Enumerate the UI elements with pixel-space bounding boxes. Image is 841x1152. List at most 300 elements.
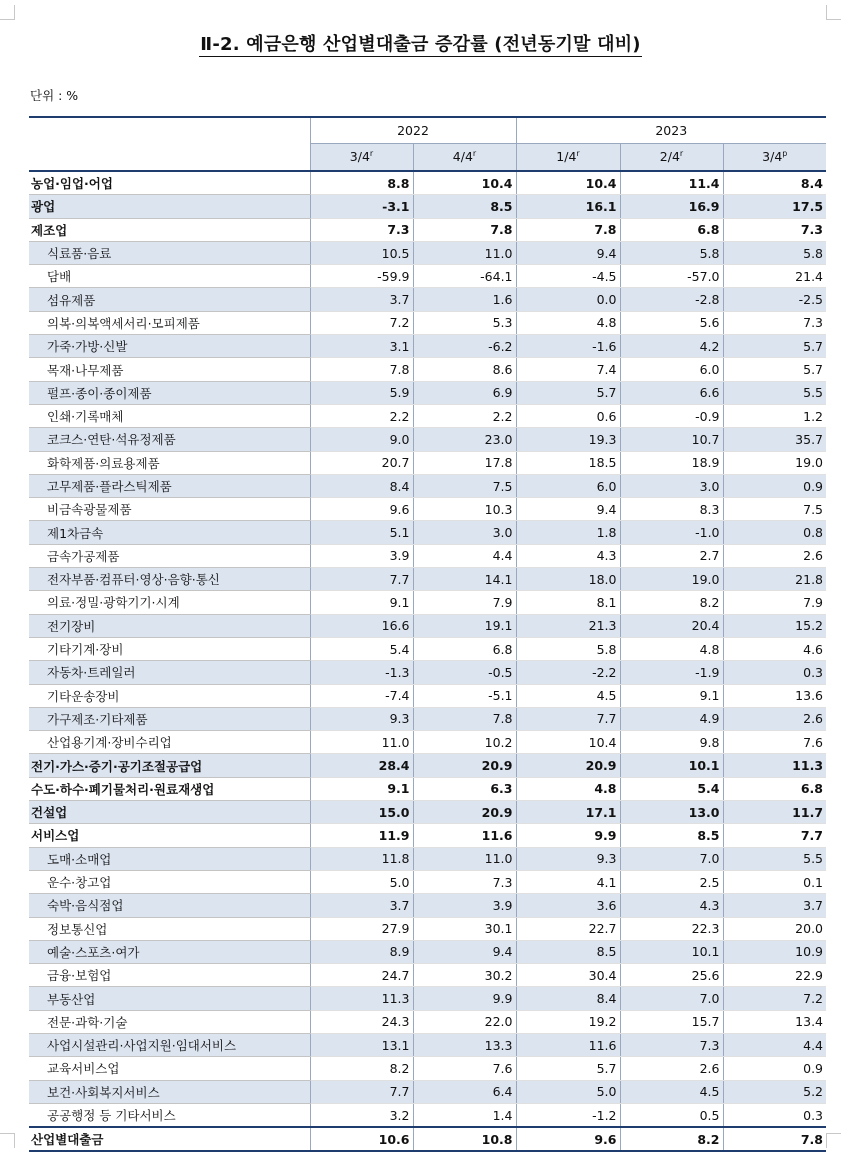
value-cell: 8.4 bbox=[310, 474, 413, 497]
value-cell: 15.0 bbox=[310, 801, 413, 824]
row-label: 자동차·트레일러 bbox=[29, 661, 310, 684]
value-cell: 19.3 bbox=[516, 428, 620, 451]
value-cell: 7.5 bbox=[723, 498, 826, 521]
row-label: 전기장비 bbox=[29, 614, 310, 637]
value-cell: 7.8 bbox=[723, 1127, 826, 1151]
value-cell: 8.2 bbox=[310, 1057, 413, 1080]
value-cell: 7.9 bbox=[413, 591, 516, 614]
value-cell: 7.3 bbox=[723, 311, 826, 334]
value-cell: 16.1 bbox=[516, 195, 620, 218]
value-cell: -59.9 bbox=[310, 265, 413, 288]
value-cell: -5.1 bbox=[413, 684, 516, 707]
table-row bbox=[29, 335, 826, 358]
row-label: 산업별대출금 bbox=[29, 1127, 310, 1151]
table-row bbox=[29, 474, 826, 497]
row-label: 고무제품·플라스틱제품 bbox=[29, 474, 310, 497]
value-cell: 5.6 bbox=[620, 311, 723, 334]
value-cell: 2.7 bbox=[620, 544, 723, 567]
value-cell: 5.8 bbox=[620, 241, 723, 264]
value-cell: -2.8 bbox=[620, 288, 723, 311]
row-label: 부동산업 bbox=[29, 987, 310, 1010]
table-row bbox=[29, 1057, 826, 1080]
value-cell: 7.9 bbox=[723, 591, 826, 614]
header-quarter-cell: 2/4$^r$ bbox=[620, 144, 723, 172]
table-row bbox=[29, 777, 826, 800]
value-cell: 11.8 bbox=[310, 847, 413, 870]
value-cell: -57.0 bbox=[620, 265, 723, 288]
header-quarter-cell: 1/4$^r$ bbox=[516, 144, 620, 172]
value-cell: 0.3 bbox=[723, 1103, 826, 1127]
value-cell: 3.0 bbox=[620, 474, 723, 497]
table-row bbox=[29, 381, 826, 404]
value-cell: -1.2 bbox=[516, 1103, 620, 1127]
value-cell: 6.9 bbox=[413, 381, 516, 404]
value-cell: 14.1 bbox=[413, 568, 516, 591]
value-cell: 11.0 bbox=[310, 731, 413, 754]
value-cell: 8.4 bbox=[723, 171, 826, 195]
value-cell: 0.8 bbox=[723, 521, 826, 544]
value-cell: 11.3 bbox=[310, 987, 413, 1010]
value-cell: 2.5 bbox=[620, 870, 723, 893]
value-cell: 7.3 bbox=[310, 218, 413, 241]
value-cell: 6.0 bbox=[516, 474, 620, 497]
value-cell: 23.0 bbox=[413, 428, 516, 451]
value-cell: 22.9 bbox=[723, 964, 826, 987]
value-cell: -1.0 bbox=[620, 521, 723, 544]
value-cell: 10.4 bbox=[516, 171, 620, 195]
value-cell: 20.4 bbox=[620, 614, 723, 637]
table-row bbox=[29, 195, 826, 218]
value-cell: 4.6 bbox=[723, 637, 826, 660]
value-cell: 18.0 bbox=[516, 568, 620, 591]
table-row bbox=[29, 870, 826, 893]
value-cell: 15.2 bbox=[723, 614, 826, 637]
table-row bbox=[29, 917, 826, 940]
value-cell: 9.4 bbox=[516, 498, 620, 521]
value-cell: 17.1 bbox=[516, 801, 620, 824]
value-cell: 9.6 bbox=[516, 1127, 620, 1151]
value-cell: 7.6 bbox=[413, 1057, 516, 1080]
table-row bbox=[29, 171, 826, 195]
value-cell: 2.6 bbox=[620, 1057, 723, 1080]
row-label: 건설업 bbox=[29, 801, 310, 824]
value-cell: 15.7 bbox=[620, 1010, 723, 1033]
row-label: 운수·창고업 bbox=[29, 870, 310, 893]
value-cell: 13.1 bbox=[310, 1033, 413, 1056]
value-cell: 7.8 bbox=[413, 707, 516, 730]
value-cell: 5.9 bbox=[310, 381, 413, 404]
value-cell: 7.8 bbox=[516, 218, 620, 241]
row-label: 광업 bbox=[29, 195, 310, 218]
row-label: 담배 bbox=[29, 265, 310, 288]
table-row bbox=[29, 731, 826, 754]
value-cell: 9.9 bbox=[413, 987, 516, 1010]
value-cell: 7.8 bbox=[310, 358, 413, 381]
value-cell: 6.8 bbox=[723, 777, 826, 800]
value-cell: 3.1 bbox=[310, 335, 413, 358]
value-cell: -64.1 bbox=[413, 265, 516, 288]
corner-mark-bottom-left bbox=[0, 1133, 15, 1148]
row-label: 펄프·종이·종이제품 bbox=[29, 381, 310, 404]
header-quarter-cell: 3/4$^r$ bbox=[310, 144, 413, 172]
value-cell: 6.6 bbox=[620, 381, 723, 404]
value-cell: 5.5 bbox=[723, 381, 826, 404]
row-label: 금속가공제품 bbox=[29, 544, 310, 567]
value-cell: 22.0 bbox=[413, 1010, 516, 1033]
row-label: 제조업 bbox=[29, 218, 310, 241]
table-row bbox=[29, 591, 826, 614]
value-cell: -0.5 bbox=[413, 661, 516, 684]
value-cell: 8.5 bbox=[413, 195, 516, 218]
value-cell: 9.8 bbox=[620, 731, 723, 754]
row-label: 농업·임업·어업 bbox=[29, 171, 310, 195]
row-label: 비금속광물제품 bbox=[29, 498, 310, 521]
value-cell: -7.4 bbox=[310, 684, 413, 707]
table-row bbox=[29, 521, 826, 544]
row-label: 금융·보험업 bbox=[29, 964, 310, 987]
row-label: 정보통신업 bbox=[29, 917, 310, 940]
value-cell: 10.7 bbox=[620, 428, 723, 451]
row-label: 인쇄·기록매체 bbox=[29, 404, 310, 427]
value-cell: 30.4 bbox=[516, 964, 620, 987]
value-cell: 0.5 bbox=[620, 1103, 723, 1127]
table-row bbox=[29, 1010, 826, 1033]
value-cell: 1.4 bbox=[413, 1103, 516, 1127]
value-cell: 7.3 bbox=[620, 1033, 723, 1056]
value-cell: 17.8 bbox=[413, 451, 516, 474]
value-cell: 10.4 bbox=[413, 171, 516, 195]
value-cell: 5.8 bbox=[723, 241, 826, 264]
value-cell: -1.3 bbox=[310, 661, 413, 684]
table-header bbox=[29, 117, 826, 171]
table-row bbox=[29, 614, 826, 637]
row-label: 전자부품·컴퓨터·영상·음향·통신 bbox=[29, 568, 310, 591]
value-cell: 11.0 bbox=[413, 241, 516, 264]
corner-mark-top-left bbox=[0, 5, 15, 20]
value-cell: 11.7 bbox=[723, 801, 826, 824]
table-row bbox=[29, 801, 826, 824]
table-row bbox=[29, 358, 826, 381]
header-year-cell: 2022 bbox=[310, 117, 516, 144]
value-cell: 19.0 bbox=[723, 451, 826, 474]
value-cell: 8.6 bbox=[413, 358, 516, 381]
value-cell: 0.1 bbox=[723, 870, 826, 893]
value-cell: 11.9 bbox=[310, 824, 413, 847]
value-cell: 5.1 bbox=[310, 521, 413, 544]
table-row bbox=[29, 964, 826, 987]
value-cell: 4.5 bbox=[620, 1080, 723, 1103]
value-cell: 9.4 bbox=[413, 940, 516, 963]
value-cell: 20.9 bbox=[413, 754, 516, 777]
table-row bbox=[29, 568, 826, 591]
row-label: 목재·나무제품 bbox=[29, 358, 310, 381]
value-cell: 22.3 bbox=[620, 917, 723, 940]
row-label: 제1차금속 bbox=[29, 521, 310, 544]
table-row bbox=[29, 894, 826, 917]
row-label: 섬유제품 bbox=[29, 288, 310, 311]
value-cell: 20.0 bbox=[723, 917, 826, 940]
value-cell: 30.1 bbox=[413, 917, 516, 940]
value-cell: 11.0 bbox=[413, 847, 516, 870]
value-cell: 4.5 bbox=[516, 684, 620, 707]
row-label: 교육서비스업 bbox=[29, 1057, 310, 1080]
value-cell: 3.7 bbox=[310, 288, 413, 311]
value-cell: 24.3 bbox=[310, 1010, 413, 1033]
table-row bbox=[29, 987, 826, 1010]
value-cell: 2.2 bbox=[310, 404, 413, 427]
value-cell: 19.0 bbox=[620, 568, 723, 591]
value-cell: 7.0 bbox=[620, 847, 723, 870]
header-blank-cell bbox=[29, 117, 310, 171]
value-cell: 21.4 bbox=[723, 265, 826, 288]
value-cell: 11.6 bbox=[516, 1033, 620, 1056]
row-label: 산업용기계·장비수리업 bbox=[29, 731, 310, 754]
table-row bbox=[29, 288, 826, 311]
table-row bbox=[29, 544, 826, 567]
value-cell: 1.8 bbox=[516, 521, 620, 544]
value-cell: -2.2 bbox=[516, 661, 620, 684]
value-cell: 4.3 bbox=[620, 894, 723, 917]
value-cell: 0.9 bbox=[723, 474, 826, 497]
table-row bbox=[29, 847, 826, 870]
loan-growth-table bbox=[29, 116, 826, 1152]
value-cell: 7.0 bbox=[620, 987, 723, 1010]
value-cell: 13.4 bbox=[723, 1010, 826, 1033]
row-label: 코크스·연탄·석유정제품 bbox=[29, 428, 310, 451]
value-cell: 7.7 bbox=[310, 568, 413, 591]
value-cell: -1.9 bbox=[620, 661, 723, 684]
value-cell: 21.8 bbox=[723, 568, 826, 591]
table-row bbox=[29, 707, 826, 730]
value-cell: 27.9 bbox=[310, 917, 413, 940]
value-cell: 30.2 bbox=[413, 964, 516, 987]
value-cell: 9.1 bbox=[620, 684, 723, 707]
value-cell: 8.4 bbox=[516, 987, 620, 1010]
value-cell: 1.6 bbox=[413, 288, 516, 311]
value-cell: 4.8 bbox=[516, 311, 620, 334]
value-cell: 8.2 bbox=[620, 591, 723, 614]
value-cell: 10.8 bbox=[413, 1127, 516, 1151]
value-cell: 5.7 bbox=[723, 358, 826, 381]
table-row bbox=[29, 940, 826, 963]
table-row bbox=[29, 684, 826, 707]
value-cell: 9.4 bbox=[516, 241, 620, 264]
value-cell: 5.5 bbox=[723, 847, 826, 870]
value-cell: 18.5 bbox=[516, 451, 620, 474]
value-cell: 9.0 bbox=[310, 428, 413, 451]
value-cell: 16.9 bbox=[620, 195, 723, 218]
value-cell: 10.2 bbox=[413, 731, 516, 754]
value-cell: 7.3 bbox=[413, 870, 516, 893]
table-row bbox=[29, 824, 826, 847]
value-cell: 4.8 bbox=[516, 777, 620, 800]
value-cell: -4.5 bbox=[516, 265, 620, 288]
value-cell: 0.9 bbox=[723, 1057, 826, 1080]
value-cell: 7.2 bbox=[310, 311, 413, 334]
corner-mark-top-right bbox=[826, 5, 841, 20]
value-cell: 6.4 bbox=[413, 1080, 516, 1103]
value-cell: 3.9 bbox=[413, 894, 516, 917]
value-cell: 6.8 bbox=[413, 637, 516, 660]
value-cell: 5.0 bbox=[516, 1080, 620, 1103]
value-cell: -1.6 bbox=[516, 335, 620, 358]
value-cell: 3.7 bbox=[723, 894, 826, 917]
value-cell: 13.6 bbox=[723, 684, 826, 707]
header-quarter-cell: 4/4$^r$ bbox=[413, 144, 516, 172]
table-row bbox=[29, 498, 826, 521]
value-cell: 2.2 bbox=[413, 404, 516, 427]
value-cell: 20.9 bbox=[516, 754, 620, 777]
value-cell: 25.6 bbox=[620, 964, 723, 987]
value-cell: 8.8 bbox=[310, 171, 413, 195]
value-cell: 3.2 bbox=[310, 1103, 413, 1127]
value-cell: 8.1 bbox=[516, 591, 620, 614]
value-cell: 5.4 bbox=[310, 637, 413, 660]
value-cell: 4.1 bbox=[516, 870, 620, 893]
value-cell: 0.0 bbox=[516, 288, 620, 311]
value-cell: 10.1 bbox=[620, 754, 723, 777]
value-cell: 6.0 bbox=[620, 358, 723, 381]
table-body bbox=[29, 171, 826, 1151]
row-label: 의복·의복액세서리·모피제품 bbox=[29, 311, 310, 334]
value-cell: 22.7 bbox=[516, 917, 620, 940]
value-cell: 13.0 bbox=[620, 801, 723, 824]
value-cell: 7.6 bbox=[723, 731, 826, 754]
value-cell: 5.4 bbox=[620, 777, 723, 800]
value-cell: 0.3 bbox=[723, 661, 826, 684]
value-cell: 4.2 bbox=[620, 335, 723, 358]
value-cell: 5.3 bbox=[413, 311, 516, 334]
value-cell: 9.1 bbox=[310, 777, 413, 800]
value-cell: 2.6 bbox=[723, 544, 826, 567]
value-cell: 16.6 bbox=[310, 614, 413, 637]
value-cell: 8.3 bbox=[620, 498, 723, 521]
row-label: 예술·스포츠·여가 bbox=[29, 940, 310, 963]
value-cell: 2.6 bbox=[723, 707, 826, 730]
value-cell: 18.9 bbox=[620, 451, 723, 474]
row-label: 전문·과학·기술 bbox=[29, 1010, 310, 1033]
header-year-row bbox=[29, 117, 826, 144]
row-label: 기타운송장비 bbox=[29, 684, 310, 707]
value-cell: 3.6 bbox=[516, 894, 620, 917]
value-cell: 0.6 bbox=[516, 404, 620, 427]
row-label: 수도·하수·폐기물처리·원료재생업 bbox=[29, 777, 310, 800]
value-cell: 10.4 bbox=[516, 731, 620, 754]
header-quarter-cell: 3/4$^p$ bbox=[723, 144, 826, 172]
value-cell: -6.2 bbox=[413, 335, 516, 358]
row-label: 서비스업 bbox=[29, 824, 310, 847]
value-cell: 11.6 bbox=[413, 824, 516, 847]
value-cell: 8.5 bbox=[620, 824, 723, 847]
table-row bbox=[29, 661, 826, 684]
value-cell: 20.7 bbox=[310, 451, 413, 474]
value-cell: 13.3 bbox=[413, 1033, 516, 1056]
value-cell: -2.5 bbox=[723, 288, 826, 311]
value-cell: 21.3 bbox=[516, 614, 620, 637]
value-cell: 11.4 bbox=[620, 171, 723, 195]
header-year-cell: 2023 bbox=[516, 117, 826, 144]
value-cell: 19.1 bbox=[413, 614, 516, 637]
table-row bbox=[29, 311, 826, 334]
value-cell: 5.2 bbox=[723, 1080, 826, 1103]
value-cell: 11.3 bbox=[723, 754, 826, 777]
value-cell: 7.2 bbox=[723, 987, 826, 1010]
page-title bbox=[0, 30, 841, 56]
value-cell: 5.0 bbox=[310, 870, 413, 893]
value-cell: 6.8 bbox=[620, 218, 723, 241]
value-cell: 5.7 bbox=[516, 381, 620, 404]
row-label: 도매·소매업 bbox=[29, 847, 310, 870]
value-cell: 9.3 bbox=[310, 707, 413, 730]
page-title-text: Ⅱ-2. 예금은행 산업별대출금 증감률 (전년동기말 대비) bbox=[200, 34, 641, 55]
row-label: 공공행정 등 기타서비스 bbox=[29, 1103, 310, 1127]
value-cell: 9.1 bbox=[310, 591, 413, 614]
value-cell: 5.8 bbox=[516, 637, 620, 660]
table-row bbox=[29, 241, 826, 264]
row-label: 의료·정밀·광학기기·시계 bbox=[29, 591, 310, 614]
row-label: 가구제조·기타제품 bbox=[29, 707, 310, 730]
value-cell: 24.7 bbox=[310, 964, 413, 987]
row-label: 가죽·가방·신발 bbox=[29, 335, 310, 358]
row-label: 전기·가스·증기·공기조절공급업 bbox=[29, 754, 310, 777]
value-cell: 10.3 bbox=[413, 498, 516, 521]
value-cell: 8.5 bbox=[516, 940, 620, 963]
value-cell: 3.9 bbox=[310, 544, 413, 567]
value-cell: 10.9 bbox=[723, 940, 826, 963]
value-cell: 6.3 bbox=[413, 777, 516, 800]
table-row bbox=[29, 754, 826, 777]
value-cell: 9.3 bbox=[516, 847, 620, 870]
value-cell: 5.7 bbox=[516, 1057, 620, 1080]
value-cell: 3.7 bbox=[310, 894, 413, 917]
value-cell: -3.1 bbox=[310, 195, 413, 218]
value-cell: 17.5 bbox=[723, 195, 826, 218]
value-cell: 8.9 bbox=[310, 940, 413, 963]
unit-label: 단위 : % bbox=[30, 88, 79, 103]
value-cell: 8.2 bbox=[620, 1127, 723, 1151]
table-row bbox=[29, 428, 826, 451]
row-label: 숙박·음식점업 bbox=[29, 894, 310, 917]
value-cell: 10.1 bbox=[620, 940, 723, 963]
value-cell: 3.0 bbox=[413, 521, 516, 544]
value-cell: 5.7 bbox=[723, 335, 826, 358]
row-label: 사업시설관리·사업지원·임대서비스 bbox=[29, 1033, 310, 1056]
table-row bbox=[29, 637, 826, 660]
value-cell: 4.3 bbox=[516, 544, 620, 567]
value-cell: 4.4 bbox=[413, 544, 516, 567]
table-row bbox=[29, 265, 826, 288]
value-cell: 7.3 bbox=[723, 218, 826, 241]
table-row bbox=[29, 1103, 826, 1127]
table-row bbox=[29, 218, 826, 241]
value-cell: 19.2 bbox=[516, 1010, 620, 1033]
value-cell: 7.4 bbox=[516, 358, 620, 381]
value-cell: -0.9 bbox=[620, 404, 723, 427]
row-label: 기타기계·장비 bbox=[29, 637, 310, 660]
value-cell: 35.7 bbox=[723, 428, 826, 451]
value-cell: 7.5 bbox=[413, 474, 516, 497]
table-row bbox=[29, 451, 826, 474]
value-cell: 7.7 bbox=[516, 707, 620, 730]
value-cell: 28.4 bbox=[310, 754, 413, 777]
table-row bbox=[29, 404, 826, 427]
table-row bbox=[29, 1080, 826, 1103]
table-row bbox=[29, 1033, 826, 1056]
value-cell: 9.9 bbox=[516, 824, 620, 847]
value-cell: 7.7 bbox=[310, 1080, 413, 1103]
value-cell: 1.2 bbox=[723, 404, 826, 427]
value-cell: 4.4 bbox=[723, 1033, 826, 1056]
